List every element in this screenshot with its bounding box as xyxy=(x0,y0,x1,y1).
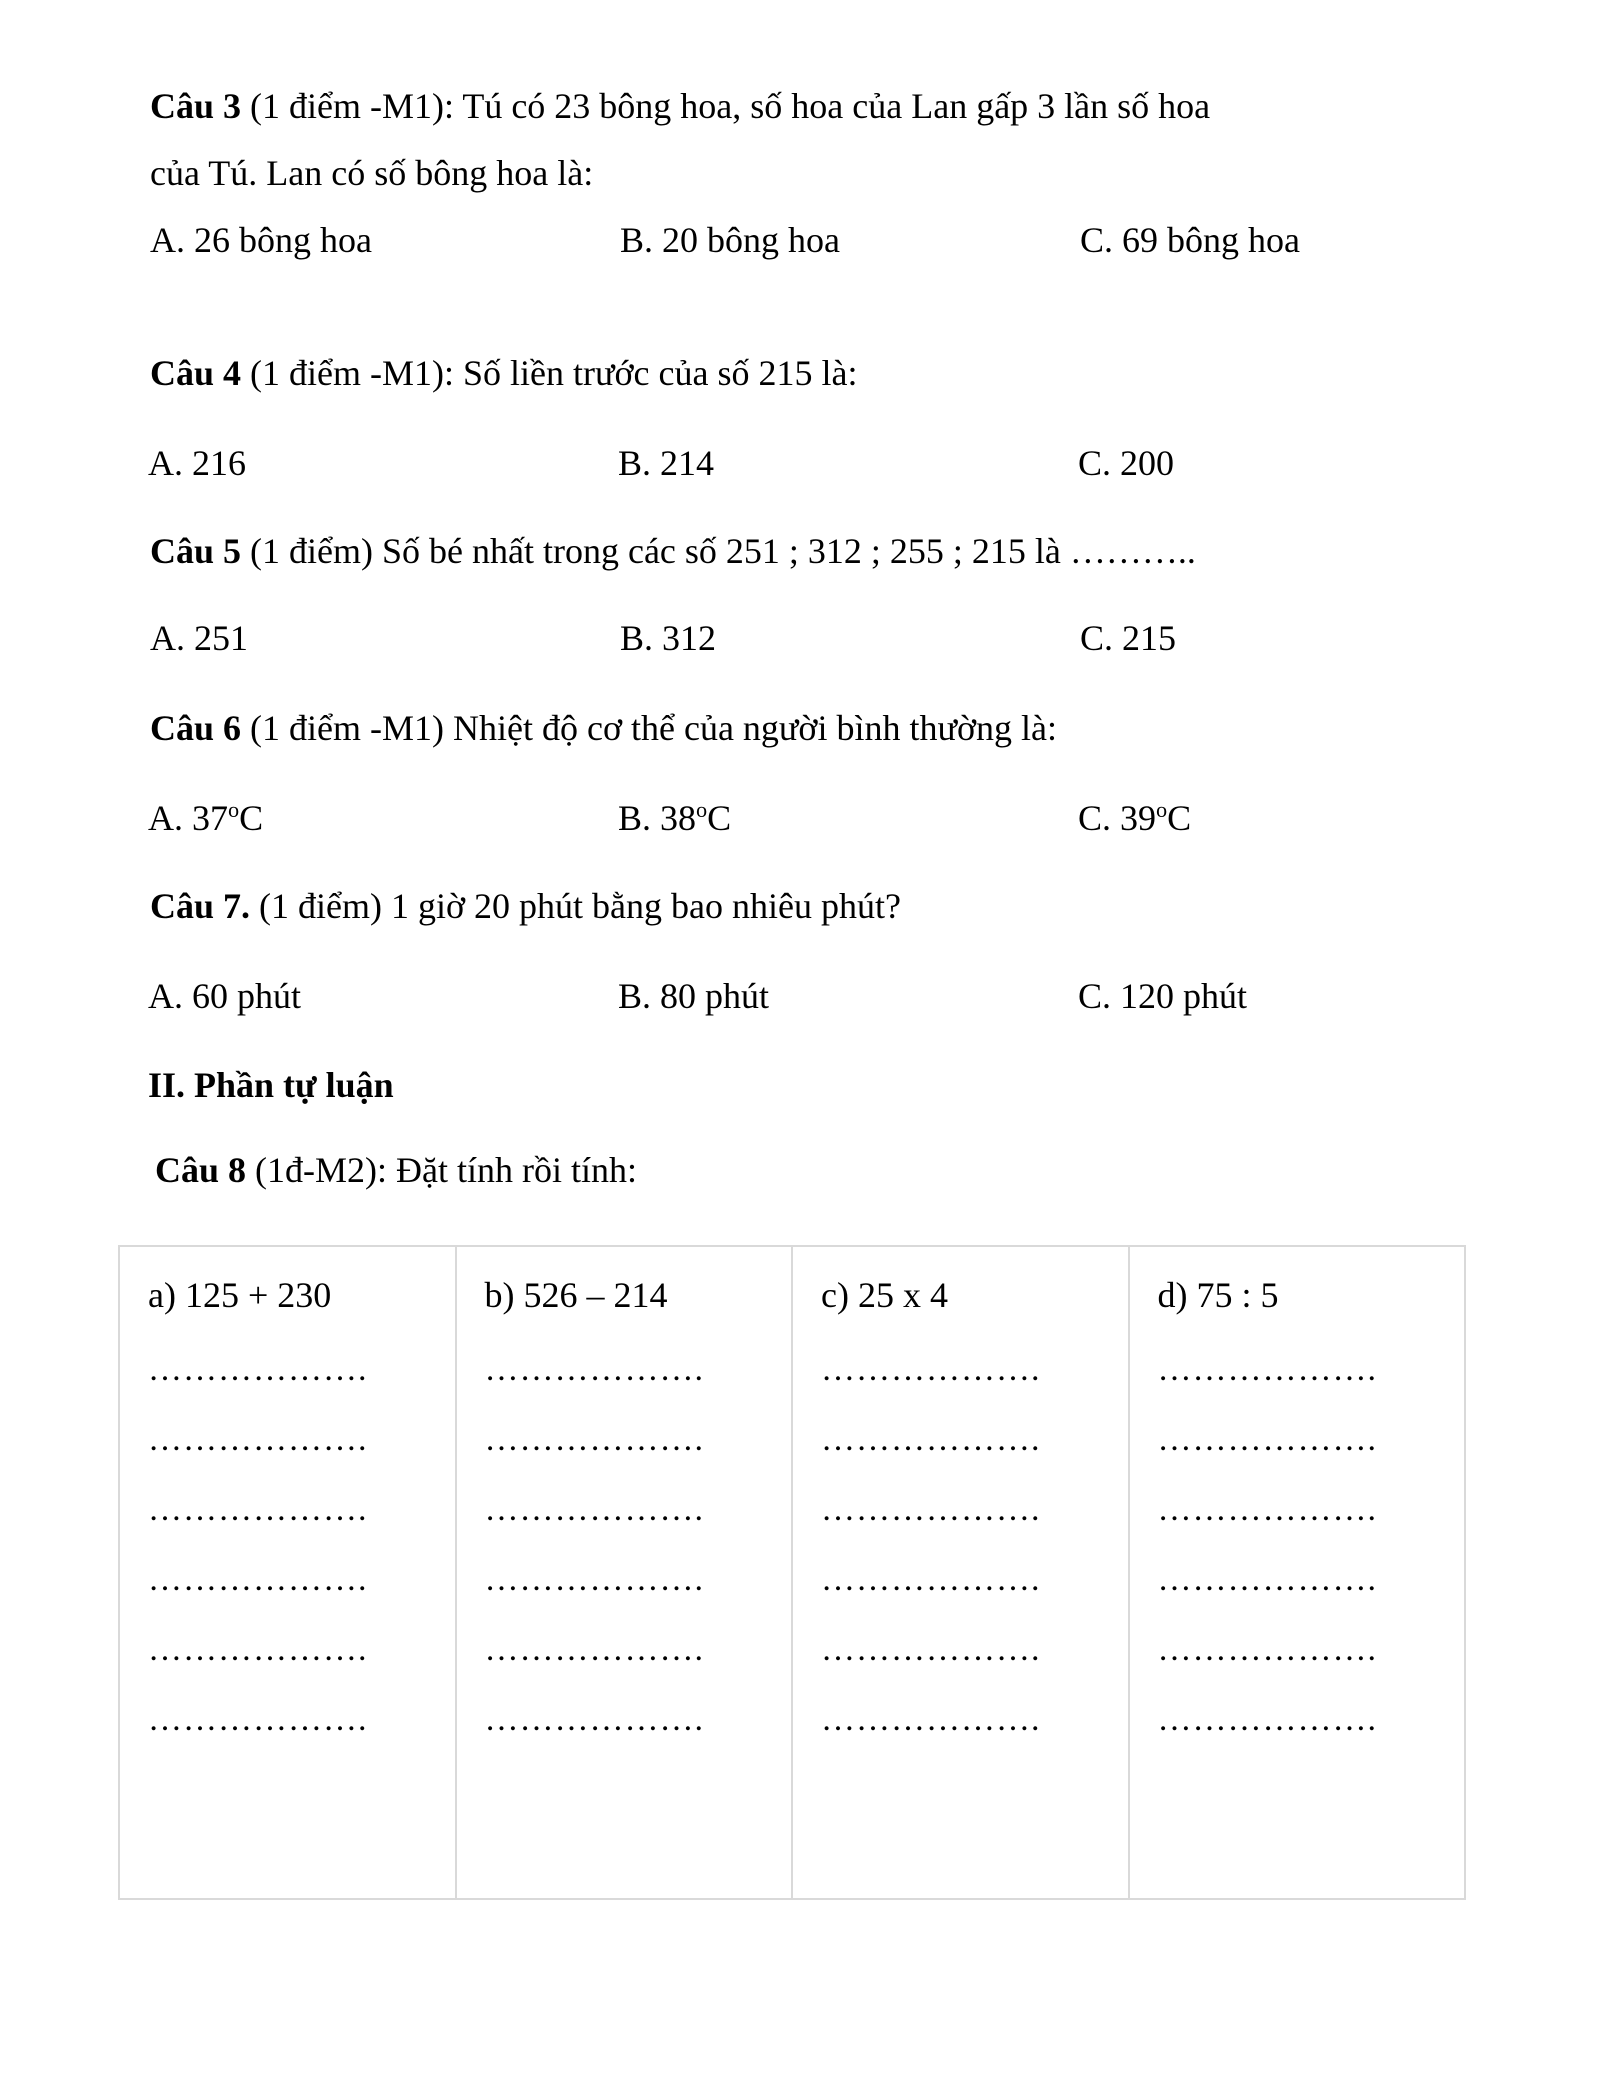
option-cau-6-a-value: A. 37 xyxy=(148,798,228,838)
answer-dotted-line[interactable]: ………………. xyxy=(821,1353,1041,1388)
answer-table-column-b[interactable] xyxy=(457,1247,794,1898)
degree-icon: o xyxy=(1156,797,1168,822)
question-cau-3-label: Câu 3 xyxy=(150,86,242,126)
question-cau-5-prompt: (1 điểm) Số bé nhất trong các số 251 ; 312 ; 255 ; 215 là ……….. xyxy=(241,531,1196,571)
option-cau-7-c[interactable]: C. 120 phút xyxy=(1078,976,1248,1016)
option-cau-3-b[interactable]: B. 20 bông hoa xyxy=(620,220,840,260)
question-cau-5-line1 xyxy=(150,533,1196,569)
option-cau-5-b[interactable]: B. 312 xyxy=(620,618,717,658)
answer-dotted-line[interactable]: ………………. xyxy=(148,1703,368,1738)
option-cau-4-b[interactable]: B. 214 xyxy=(618,443,715,483)
option-cau-7-b[interactable]: B. 80 phút xyxy=(618,976,770,1016)
question-cau-4-label: Câu 4 xyxy=(150,353,242,393)
option-cau-6-a[interactable] xyxy=(148,797,264,838)
answer-table-column-d[interactable] xyxy=(1130,1247,1465,1898)
question-cau-5-label: Câu 5 xyxy=(150,531,242,571)
answer-dotted-line[interactable]: ………………. xyxy=(484,1353,704,1388)
option-cau-5-c[interactable]: C. 215 xyxy=(1080,618,1177,658)
answer-dotted-line[interactable]: ………………. xyxy=(821,1703,1041,1738)
answer-dotted-line[interactable]: ………………. xyxy=(821,1423,1041,1458)
question-cau-6-line1 xyxy=(150,710,1057,746)
section-heading-tu-luan: II. Phần tự luận xyxy=(148,1065,394,1105)
option-cau-6-a-unit: C xyxy=(239,798,264,838)
answer-dotted-line[interactable]: ………………. xyxy=(484,1423,704,1458)
option-cau-4-c[interactable]: C. 200 xyxy=(1078,443,1175,483)
question-cau-3-options xyxy=(150,222,1550,268)
answer-dotted-line[interactable]: ………………. xyxy=(148,1493,368,1528)
answer-dotted-line[interactable]: ………………. xyxy=(148,1423,368,1458)
question-cau-7-prompt: (1 điểm) 1 giờ 20 phút bằng bao nhiêu phút? xyxy=(250,886,901,926)
question-cau-6-prompt: (1 điểm -M1) Nhiệt độ cơ thể của người bình thường là: xyxy=(241,708,1058,748)
answer-table xyxy=(118,1245,1466,1900)
answer-dotted-line[interactable]: ………………. xyxy=(1157,1703,1377,1738)
answer-table-label-a: a) 125 + 230 xyxy=(148,1275,332,1315)
question-cau-5-options xyxy=(150,620,1550,666)
answer-dotted-line[interactable]: ………………. xyxy=(148,1633,368,1668)
option-cau-6-b[interactable] xyxy=(618,797,732,838)
option-cau-6-b-value: B. 38 xyxy=(618,798,697,838)
answer-dotted-line[interactable]: ………………. xyxy=(1157,1493,1377,1528)
answer-dotted-line[interactable]: ………………. xyxy=(821,1493,1041,1528)
answer-dotted-line[interactable]: ………………. xyxy=(1157,1563,1377,1598)
question-cau-4-line1 xyxy=(150,355,857,391)
question-cau-3-line2: của Tú. Lan có số bông hoa là: xyxy=(150,153,594,193)
answer-table-label-d: d) 75 : 5 xyxy=(1157,1275,1279,1315)
question-cau-3-prompt: (1 điểm -M1): Tú có 23 bông hoa, số hoa của Lan gấp 3 lần số hoa xyxy=(241,86,1211,126)
question-cau-7-label: Câu 7. xyxy=(150,886,251,926)
option-cau-6-b-unit: C xyxy=(707,798,732,838)
answer-table-column-c[interactable] xyxy=(793,1247,1130,1898)
answer-dotted-line[interactable]: ………………. xyxy=(1157,1633,1377,1668)
option-cau-3-a[interactable]: A. 26 bông hoa xyxy=(150,220,372,260)
answer-dotted-line[interactable]: ………………. xyxy=(484,1703,704,1738)
option-cau-5-a[interactable]: A. 251 xyxy=(150,618,248,658)
answer-dotted-line[interactable]: ………………. xyxy=(484,1493,704,1528)
answer-dotted-line[interactable]: ………………. xyxy=(1157,1353,1377,1388)
answer-dotted-line[interactable]: ………………. xyxy=(821,1633,1041,1668)
question-cau-8-label: Câu 8 xyxy=(155,1150,247,1190)
question-cau-7-line1 xyxy=(150,888,901,924)
degree-icon: o xyxy=(228,797,240,822)
option-cau-7-a[interactable]: A. 60 phút xyxy=(148,976,301,1016)
question-cau-4-options xyxy=(148,445,1548,491)
question-cau-6-options xyxy=(148,797,1548,846)
option-cau-6-c-value: C. 39 xyxy=(1078,798,1157,838)
question-cau-4-prompt: (1 điểm -M1): Số liền trước của số 215 là: xyxy=(241,353,858,393)
question-cau-3-line1 xyxy=(150,88,1210,124)
question-cau-8-line1 xyxy=(155,1152,637,1188)
answer-table-label-b: b) 526 – 214 xyxy=(484,1275,668,1315)
answer-dotted-line[interactable]: ………………. xyxy=(821,1563,1041,1598)
answer-table-label-c: c) 25 x 4 xyxy=(821,1275,948,1315)
answer-dotted-line[interactable]: ………………. xyxy=(484,1633,704,1668)
option-cau-4-a[interactable]: A. 216 xyxy=(148,443,246,483)
answer-table-column-a[interactable] xyxy=(120,1247,457,1898)
question-cau-8-prompt: (1đ-M2): Đặt tính rồi tính: xyxy=(246,1150,637,1190)
option-cau-6-c[interactable] xyxy=(1078,797,1192,838)
answer-dotted-line[interactable]: ………………. xyxy=(484,1563,704,1598)
answer-dotted-line[interactable]: ………………. xyxy=(148,1563,368,1598)
option-cau-3-c[interactable]: C. 69 bông hoa xyxy=(1080,220,1300,260)
option-cau-6-c-unit: C xyxy=(1167,798,1192,838)
degree-icon: o xyxy=(696,797,708,822)
answer-dotted-line[interactable]: ………………. xyxy=(1157,1423,1377,1458)
answer-dotted-line[interactable]: ………………. xyxy=(148,1353,368,1388)
question-cau-7-options xyxy=(148,978,1548,1024)
question-cau-6-label: Câu 6 xyxy=(150,708,242,748)
